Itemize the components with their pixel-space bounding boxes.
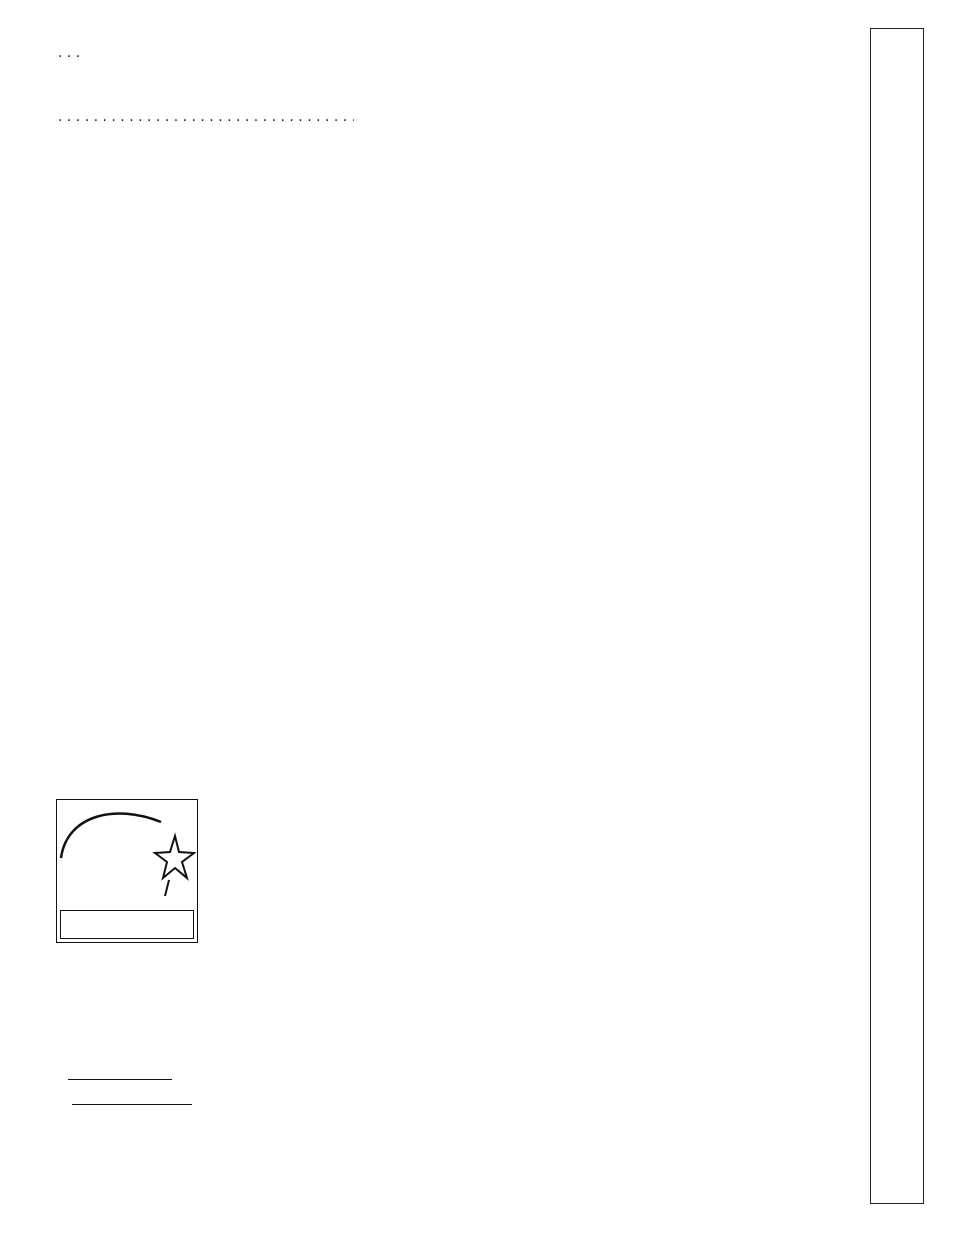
leader-dots bbox=[58, 42, 82, 64]
toc-section-problemas bbox=[56, 106, 356, 128]
serial-number-field[interactable] bbox=[56, 1090, 286, 1105]
leader-dots bbox=[58, 106, 354, 128]
toc-link-seguridad[interactable] bbox=[56, 42, 356, 64]
energy-star-icon bbox=[57, 800, 196, 910]
toc-link-problemas[interactable] bbox=[56, 106, 356, 128]
section-tabs bbox=[870, 28, 924, 1204]
energy-star-label bbox=[60, 910, 194, 939]
model-number-field[interactable] bbox=[56, 1065, 286, 1080]
table-of-contents bbox=[56, 42, 356, 156]
model-serial-record bbox=[56, 1055, 286, 1105]
toc-section-seguridad bbox=[56, 42, 356, 64]
model-blank-line[interactable] bbox=[68, 1065, 172, 1080]
energy-star-logo bbox=[56, 799, 198, 943]
serial-blank-line[interactable] bbox=[72, 1090, 192, 1105]
